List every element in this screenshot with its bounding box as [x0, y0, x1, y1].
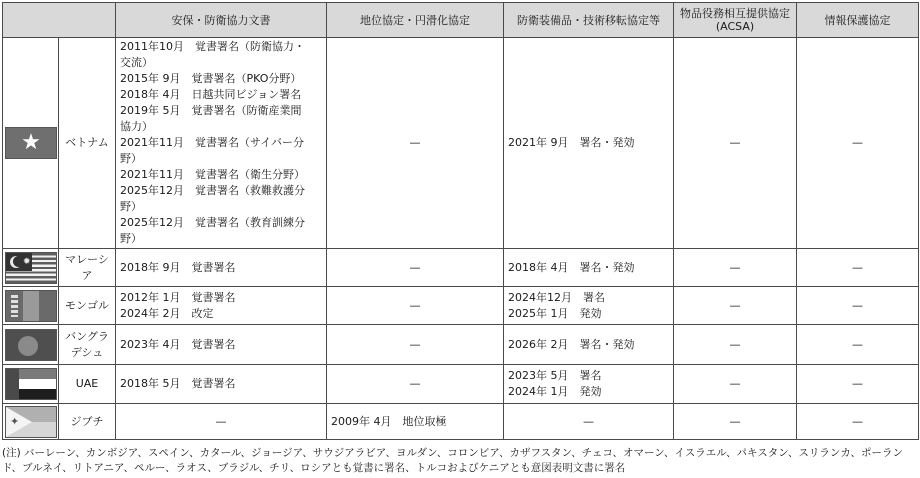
doc-line: 協力） [120, 120, 153, 133]
equipment-line: 2025年 1月 発効 [508, 306, 602, 320]
equipment-line: 2026年 2月 署名・発効 [508, 337, 635, 351]
table-row-djibouti [3, 404, 919, 440]
defense-cooperation-table [2, 2, 919, 440]
doc-line: 2023年 4月 覚書署名 [120, 337, 236, 351]
doc-line: 2021年11月 覚書署名（衛生分野） [120, 168, 305, 181]
country-name: ベトナム [59, 38, 116, 249]
info-protection-cell: — [797, 365, 919, 404]
flag-cell [3, 38, 59, 249]
acsa-cell: — [674, 249, 797, 287]
malaysia-flag-icon: ✹ [5, 252, 57, 284]
flag-cell [3, 249, 59, 287]
security-docs-cell [116, 38, 327, 249]
country-name-line1: バングラ [65, 329, 109, 343]
doc-line: 2015年 9月 覚書署名（PKO分野） [120, 72, 302, 85]
equipment-cell: — [504, 404, 674, 440]
equipment-cell [504, 365, 674, 404]
status-agreement-cell: — [327, 325, 504, 365]
status-agreement-cell: — [327, 287, 504, 325]
doc-line: 野） [120, 232, 142, 245]
doc-line: 2019年 5月 覚書署名（防衛産業間 [120, 104, 302, 117]
info-protection-cell: — [797, 325, 919, 365]
equipment-line: 2021年 9月 署名・発効 [508, 136, 635, 149]
equipment-cell [504, 249, 674, 287]
table-row-mongolia [3, 287, 919, 325]
table-row-malaysia [3, 249, 919, 287]
info-protection-cell: — [797, 38, 919, 249]
flag-cell [3, 365, 59, 404]
table-row-bangladesh [3, 325, 919, 365]
doc-line: 2018年 4月 日越共同ビジョン署名 [120, 88, 302, 101]
vietnam-flag-icon: ★ [5, 127, 57, 159]
flag-cell [3, 404, 59, 440]
security-docs-cell [116, 249, 327, 287]
security-docs-cell [116, 365, 327, 404]
doc-line: 2024年 2月 改定 [120, 306, 214, 320]
acsa-cell: — [674, 287, 797, 325]
status-agreement-cell: — [327, 38, 504, 249]
equipment-line: 2018年 4月 署名・発効 [508, 260, 635, 274]
status-agreement-cell: — [327, 249, 504, 287]
doc-line: 2012年 1月 覚書署名 [120, 290, 236, 304]
flag-cell [3, 325, 59, 365]
table-row-vietnam [3, 38, 919, 249]
country-name: UAE [59, 365, 116, 404]
header-row [3, 3, 919, 38]
security-docs-cell [116, 325, 327, 365]
header-equipment-transfer: 防衛装備品・技術移転協定等 [504, 3, 674, 38]
header-status-agreement: 地位協定・円滑化協定 [327, 3, 504, 38]
doc-line: 2021年11月 覚書署名（サイバー分 [120, 136, 305, 149]
header-acsa [674, 3, 797, 38]
equipment-line: 2023年 5月 署名 [508, 369, 602, 382]
uae-flag-icon [5, 368, 57, 400]
header-country [3, 3, 116, 38]
doc-line: 2025年12月 覚書署名（教育訓練分 [120, 216, 305, 229]
equipment-line: 2024年 1月 発効 [508, 385, 602, 398]
status-agreement-cell: — [327, 365, 504, 404]
equipment-cell [504, 325, 674, 365]
doc-line: 2018年 9月 覚書署名 [120, 260, 236, 274]
country-name-line2: ア [81, 268, 93, 282]
header-security-docs: 安保・防衛協力文書 [116, 3, 327, 38]
country-name-line2: デシュ [70, 345, 104, 359]
doc-line: 野） [120, 152, 142, 165]
equipment-cell [504, 38, 674, 249]
doc-line: 交流） [120, 56, 153, 69]
flag-cell [3, 287, 59, 325]
djibouti-flag-icon: ✦ [5, 406, 57, 438]
status-agreement-cell: 2009年 4月 地位取極 [327, 404, 504, 440]
info-protection-cell: — [797, 404, 919, 440]
table-row-uae [3, 365, 919, 404]
header-info-protection: 情報保護協定 [797, 3, 919, 38]
country-name [59, 325, 116, 365]
doc-line: 2011年10月 覚書署名（防衛協力・ [120, 40, 305, 53]
security-docs-cell: — [116, 404, 327, 440]
country-name [59, 249, 116, 287]
info-protection-cell: — [797, 249, 919, 287]
security-docs-cell [116, 287, 327, 325]
mongolia-flag-icon [5, 290, 57, 322]
equipment-cell [504, 287, 674, 325]
acsa-cell: — [674, 404, 797, 440]
doc-line: 野） [120, 200, 142, 213]
bangladesh-flag-icon [5, 329, 57, 361]
acsa-cell: — [674, 38, 797, 249]
doc-line: 2025年12月 覚書署名（救難救護分 [120, 184, 305, 197]
acsa-cell: — [674, 365, 797, 404]
equipment-line: 2024年12月 署名 [508, 290, 605, 304]
header-acsa-line1: 物品役務相互提供協定 [680, 7, 790, 20]
footnote: (注) バーレーン、カンボジア、スペイン、カタール、ジョージア、サウジアラビア、ヨルダン、コロンビア、カザフスタン、チェコ、オマーン、イスラエル、パキスタン、スリランカ、ポーランド、ブルネイ、リトアニア、ペルー、ラオス、ブラジル、チリ、ロシアとも覚書に署名、トルコおよびケニアとも意図表明文書に署名 [2, 447, 903, 474]
info-protection-cell: — [797, 287, 919, 325]
header-acsa-line2: (ACSA) [715, 20, 755, 33]
country-name: モンゴル [59, 287, 116, 325]
doc-line: 2018年 5月 覚書署名 [120, 377, 236, 390]
country-name-line1: マレーシ [65, 252, 109, 266]
acsa-cell: — [674, 325, 797, 365]
country-name: ジブチ [59, 404, 116, 440]
